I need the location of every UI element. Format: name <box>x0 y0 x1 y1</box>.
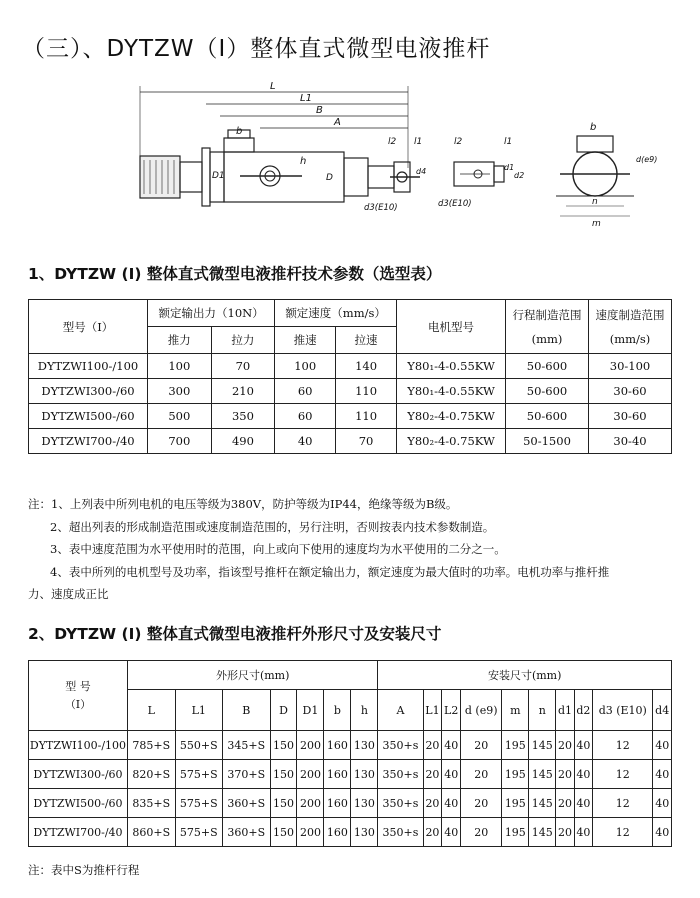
cell: 60 <box>275 379 336 404</box>
cell: 40 <box>653 818 672 847</box>
cell: 195 <box>502 789 529 818</box>
header-install: 安装尺寸(mm) <box>378 661 672 690</box>
cell: 350 <box>211 404 275 429</box>
cell: 40 <box>442 789 461 818</box>
table-row <box>29 789 672 818</box>
cell: 820+S <box>128 760 176 789</box>
cell: 785+S <box>128 731 176 760</box>
header-push-speed: 推速 <box>275 327 336 354</box>
cell: 200 <box>297 818 324 847</box>
cell: 50-1500 <box>506 429 589 454</box>
col-header: d3 (E10) <box>593 690 653 731</box>
dim-label-l1-detail: l1 <box>504 137 513 147</box>
cell: 20 <box>423 731 442 760</box>
cell: 575+S <box>175 818 223 847</box>
cell: 150 <box>270 789 297 818</box>
header-pull-speed: 拉速 <box>336 327 397 354</box>
header-motor: 电机型号 <box>397 300 506 354</box>
header-outer: 外形尺寸(mm) <box>128 661 378 690</box>
table-row <box>29 818 672 847</box>
dim-label-d1: d1 <box>504 163 515 172</box>
dim-label-l2-detail: l2 <box>454 137 463 147</box>
cell: 210 <box>211 379 275 404</box>
cell: 350+s <box>378 760 423 789</box>
cell: DYTZWI700-/40 <box>29 429 148 454</box>
cell: 300 <box>148 379 212 404</box>
dim-label-d2: d2 <box>514 171 525 180</box>
cell: 130 <box>351 789 378 818</box>
dim-label-b: b <box>236 126 243 137</box>
header-model-line1: 型 号 <box>65 679 91 693</box>
cell: 50-600 <box>506 354 589 379</box>
col-header: m <box>502 690 529 731</box>
cell: 40 <box>442 731 461 760</box>
col-header: D1 <box>297 690 324 731</box>
table-row <box>29 379 672 404</box>
cell: 20 <box>556 789 574 818</box>
col-header: A <box>378 690 423 731</box>
cell: 20 <box>556 731 574 760</box>
note-4: 4、表中所列的电机型号及功率，指该型号推杆在额定输出力，额定速度为最大值时的功率。电机功率与推杆推 <box>50 564 610 579</box>
cell: Y80₁-4-0.55KW <box>397 379 506 404</box>
dim-label-d3-e10-detail: d3(E10) <box>438 199 472 209</box>
cell: 500 <box>148 404 212 429</box>
cell: 195 <box>502 731 529 760</box>
note-1: 注：1、上列表中所列电机的电压等级为380V，防护等级为IP44，绝缘等级为B级。 <box>28 497 458 511</box>
cell: 12 <box>593 789 653 818</box>
cell: 30-60 <box>589 404 672 429</box>
header-stroke: 行程制造范围(mm) <box>506 300 589 354</box>
cell: 20 <box>461 818 502 847</box>
cell: 550+S <box>175 731 223 760</box>
cell: 40 <box>275 429 336 454</box>
cell: 40 <box>574 818 592 847</box>
header-pull: 拉力 <box>211 327 275 354</box>
cell: 20 <box>423 760 442 789</box>
col-header: B <box>223 690 271 731</box>
table-row <box>29 760 672 789</box>
dim-label-D: D <box>326 173 333 183</box>
cell: 70 <box>336 429 397 454</box>
cell: 110 <box>336 404 397 429</box>
col-header: L2 <box>442 690 461 731</box>
cell: 130 <box>351 731 378 760</box>
header-model: 型号（I） <box>29 300 148 354</box>
cell: 350+s <box>378 731 423 760</box>
page-title: （三）、DYTZW（I）整体直式微型电液推杆 <box>22 36 491 62</box>
col-header: n <box>529 690 556 731</box>
dim-label-h: h <box>300 156 307 167</box>
cell: Y80₂-4-0.75KW <box>397 404 506 429</box>
dim-label-L1: L1 <box>300 93 312 104</box>
cell: 145 <box>529 789 556 818</box>
col-header: b <box>324 690 351 731</box>
dim-label-m: m <box>592 219 601 229</box>
dim-label-L: L <box>270 81 276 92</box>
spec-table <box>28 299 672 454</box>
cell: 40 <box>653 789 672 818</box>
cell: 100 <box>275 354 336 379</box>
cell: 145 <box>529 731 556 760</box>
cell: 700 <box>148 429 212 454</box>
cell: DYTZWI700-/40 <box>29 818 128 847</box>
cell: 30-60 <box>589 379 672 404</box>
cell: 20 <box>556 760 574 789</box>
dim-label-d3-e10: d3(E10) <box>364 203 398 213</box>
cell: 70 <box>211 354 275 379</box>
cell: 130 <box>351 818 378 847</box>
dim-label-l1: l1 <box>414 137 423 147</box>
note-2: 2、超出列表的形成制造范围或速度制造范围的，另行注明，否则按表内技术参数制造。 <box>50 519 495 534</box>
cell: 110 <box>336 379 397 404</box>
cell: 20 <box>423 789 442 818</box>
header-force: 额定输出力（10N） <box>148 300 275 327</box>
cell: DYTZWI500-/60 <box>29 789 128 818</box>
cell: 50-600 <box>506 379 589 404</box>
cell: DYTZWI100-/100 <box>29 731 128 760</box>
cell: 20 <box>423 818 442 847</box>
cell: 60 <box>275 404 336 429</box>
cell: 150 <box>270 818 297 847</box>
cell: 860+S <box>128 818 176 847</box>
dim-label-d4: d4 <box>416 167 427 176</box>
cell: 150 <box>270 760 297 789</box>
cell: 345+S <box>223 731 271 760</box>
dim-label-D1: D1 <box>212 171 225 181</box>
header-speed: 额定速度（mm/s） <box>275 300 397 327</box>
cell: 200 <box>297 760 324 789</box>
cell: 575+S <box>175 760 223 789</box>
cell: 40 <box>442 818 461 847</box>
col-header: L <box>128 690 176 731</box>
cell: 200 <box>297 789 324 818</box>
dimension-table <box>28 660 672 847</box>
cell: 30-40 <box>589 429 672 454</box>
col-header: d2 <box>574 690 592 731</box>
cell: 350+s <box>378 789 423 818</box>
cell: 160 <box>324 760 351 789</box>
cell: DYTZWI500-/60 <box>29 404 148 429</box>
dim-label-b-end: b <box>590 122 597 133</box>
header-speed-range: 速度制造范围(mm/s) <box>589 300 672 354</box>
cell: DYTZWI300-/60 <box>29 379 148 404</box>
table-row <box>29 731 672 760</box>
cell: 20 <box>461 789 502 818</box>
col-header: d4 <box>653 690 672 731</box>
dim-label-d-e9: d(e9) <box>636 155 658 164</box>
col-header: D <box>270 690 297 731</box>
note-3: 3、表中速度范围为水平使用时的范围，向上或向下使用的速度均为水平使用的二分之一。 <box>50 542 506 556</box>
cell: 140 <box>336 354 397 379</box>
cell: 200 <box>297 731 324 760</box>
cell: DYTZWI300-/60 <box>29 760 128 789</box>
dim-label-B: B <box>316 105 323 116</box>
cell: 12 <box>593 818 653 847</box>
header-model-dim <box>29 661 128 731</box>
cell: 40 <box>574 760 592 789</box>
table-row <box>29 429 672 454</box>
cell: 20 <box>556 818 574 847</box>
cell: 360+S <box>223 789 271 818</box>
cell: 150 <box>270 731 297 760</box>
cell: 145 <box>529 760 556 789</box>
cell: 160 <box>324 731 351 760</box>
cell: 20 <box>461 760 502 789</box>
cell: 100 <box>148 354 212 379</box>
dim-label-A: A <box>334 117 341 128</box>
cell: 40 <box>653 760 672 789</box>
technical-drawing <box>120 78 660 238</box>
cell: 20 <box>461 731 502 760</box>
col-header: d1 <box>556 690 574 731</box>
cell: 370+S <box>223 760 271 789</box>
header-model-line2: （I） <box>64 697 92 711</box>
cell: 130 <box>351 760 378 789</box>
section2-title: 2、DYTZW (I) 整体直式微型电液推杆外形尺寸及安装尺寸 <box>28 625 442 643</box>
note-4-continued: 力、速度成正比 <box>28 587 109 601</box>
cell: 30-100 <box>589 354 672 379</box>
cell: 50-600 <box>506 404 589 429</box>
footnote: 注：表中S为推杆行程 <box>28 863 140 877</box>
cell: 40 <box>574 789 592 818</box>
cell: DYTZWI100-/100 <box>29 354 148 379</box>
cell: 835+S <box>128 789 176 818</box>
cell: 490 <box>211 429 275 454</box>
cell: 40 <box>574 731 592 760</box>
col-header: L1 <box>423 690 442 731</box>
table-row <box>29 354 672 379</box>
cell: 195 <box>502 760 529 789</box>
cell: 575+S <box>175 789 223 818</box>
cell: 350+s <box>378 818 423 847</box>
cell: 12 <box>593 731 653 760</box>
col-header: h <box>351 690 378 731</box>
cell: 360+S <box>223 818 271 847</box>
cell: Y80₂-4-0.75KW <box>397 429 506 454</box>
cell: 160 <box>324 818 351 847</box>
section1-title: 1、DYTZW (I) 整体直式微型电液推杆技术参数（选型表） <box>28 265 442 283</box>
notes <box>28 493 676 606</box>
header-push: 推力 <box>148 327 212 354</box>
cell: 40 <box>653 731 672 760</box>
cell: Y80₁-4-0.55KW <box>397 354 506 379</box>
dim-label-n: n <box>592 197 598 207</box>
col-header: L1 <box>175 690 223 731</box>
cell: 195 <box>502 818 529 847</box>
table-row <box>29 404 672 429</box>
col-header: d (e9) <box>461 690 502 731</box>
cell: 40 <box>442 760 461 789</box>
dim-label-l2: l2 <box>388 137 397 147</box>
cell: 12 <box>593 760 653 789</box>
cell: 145 <box>529 818 556 847</box>
cell: 160 <box>324 789 351 818</box>
